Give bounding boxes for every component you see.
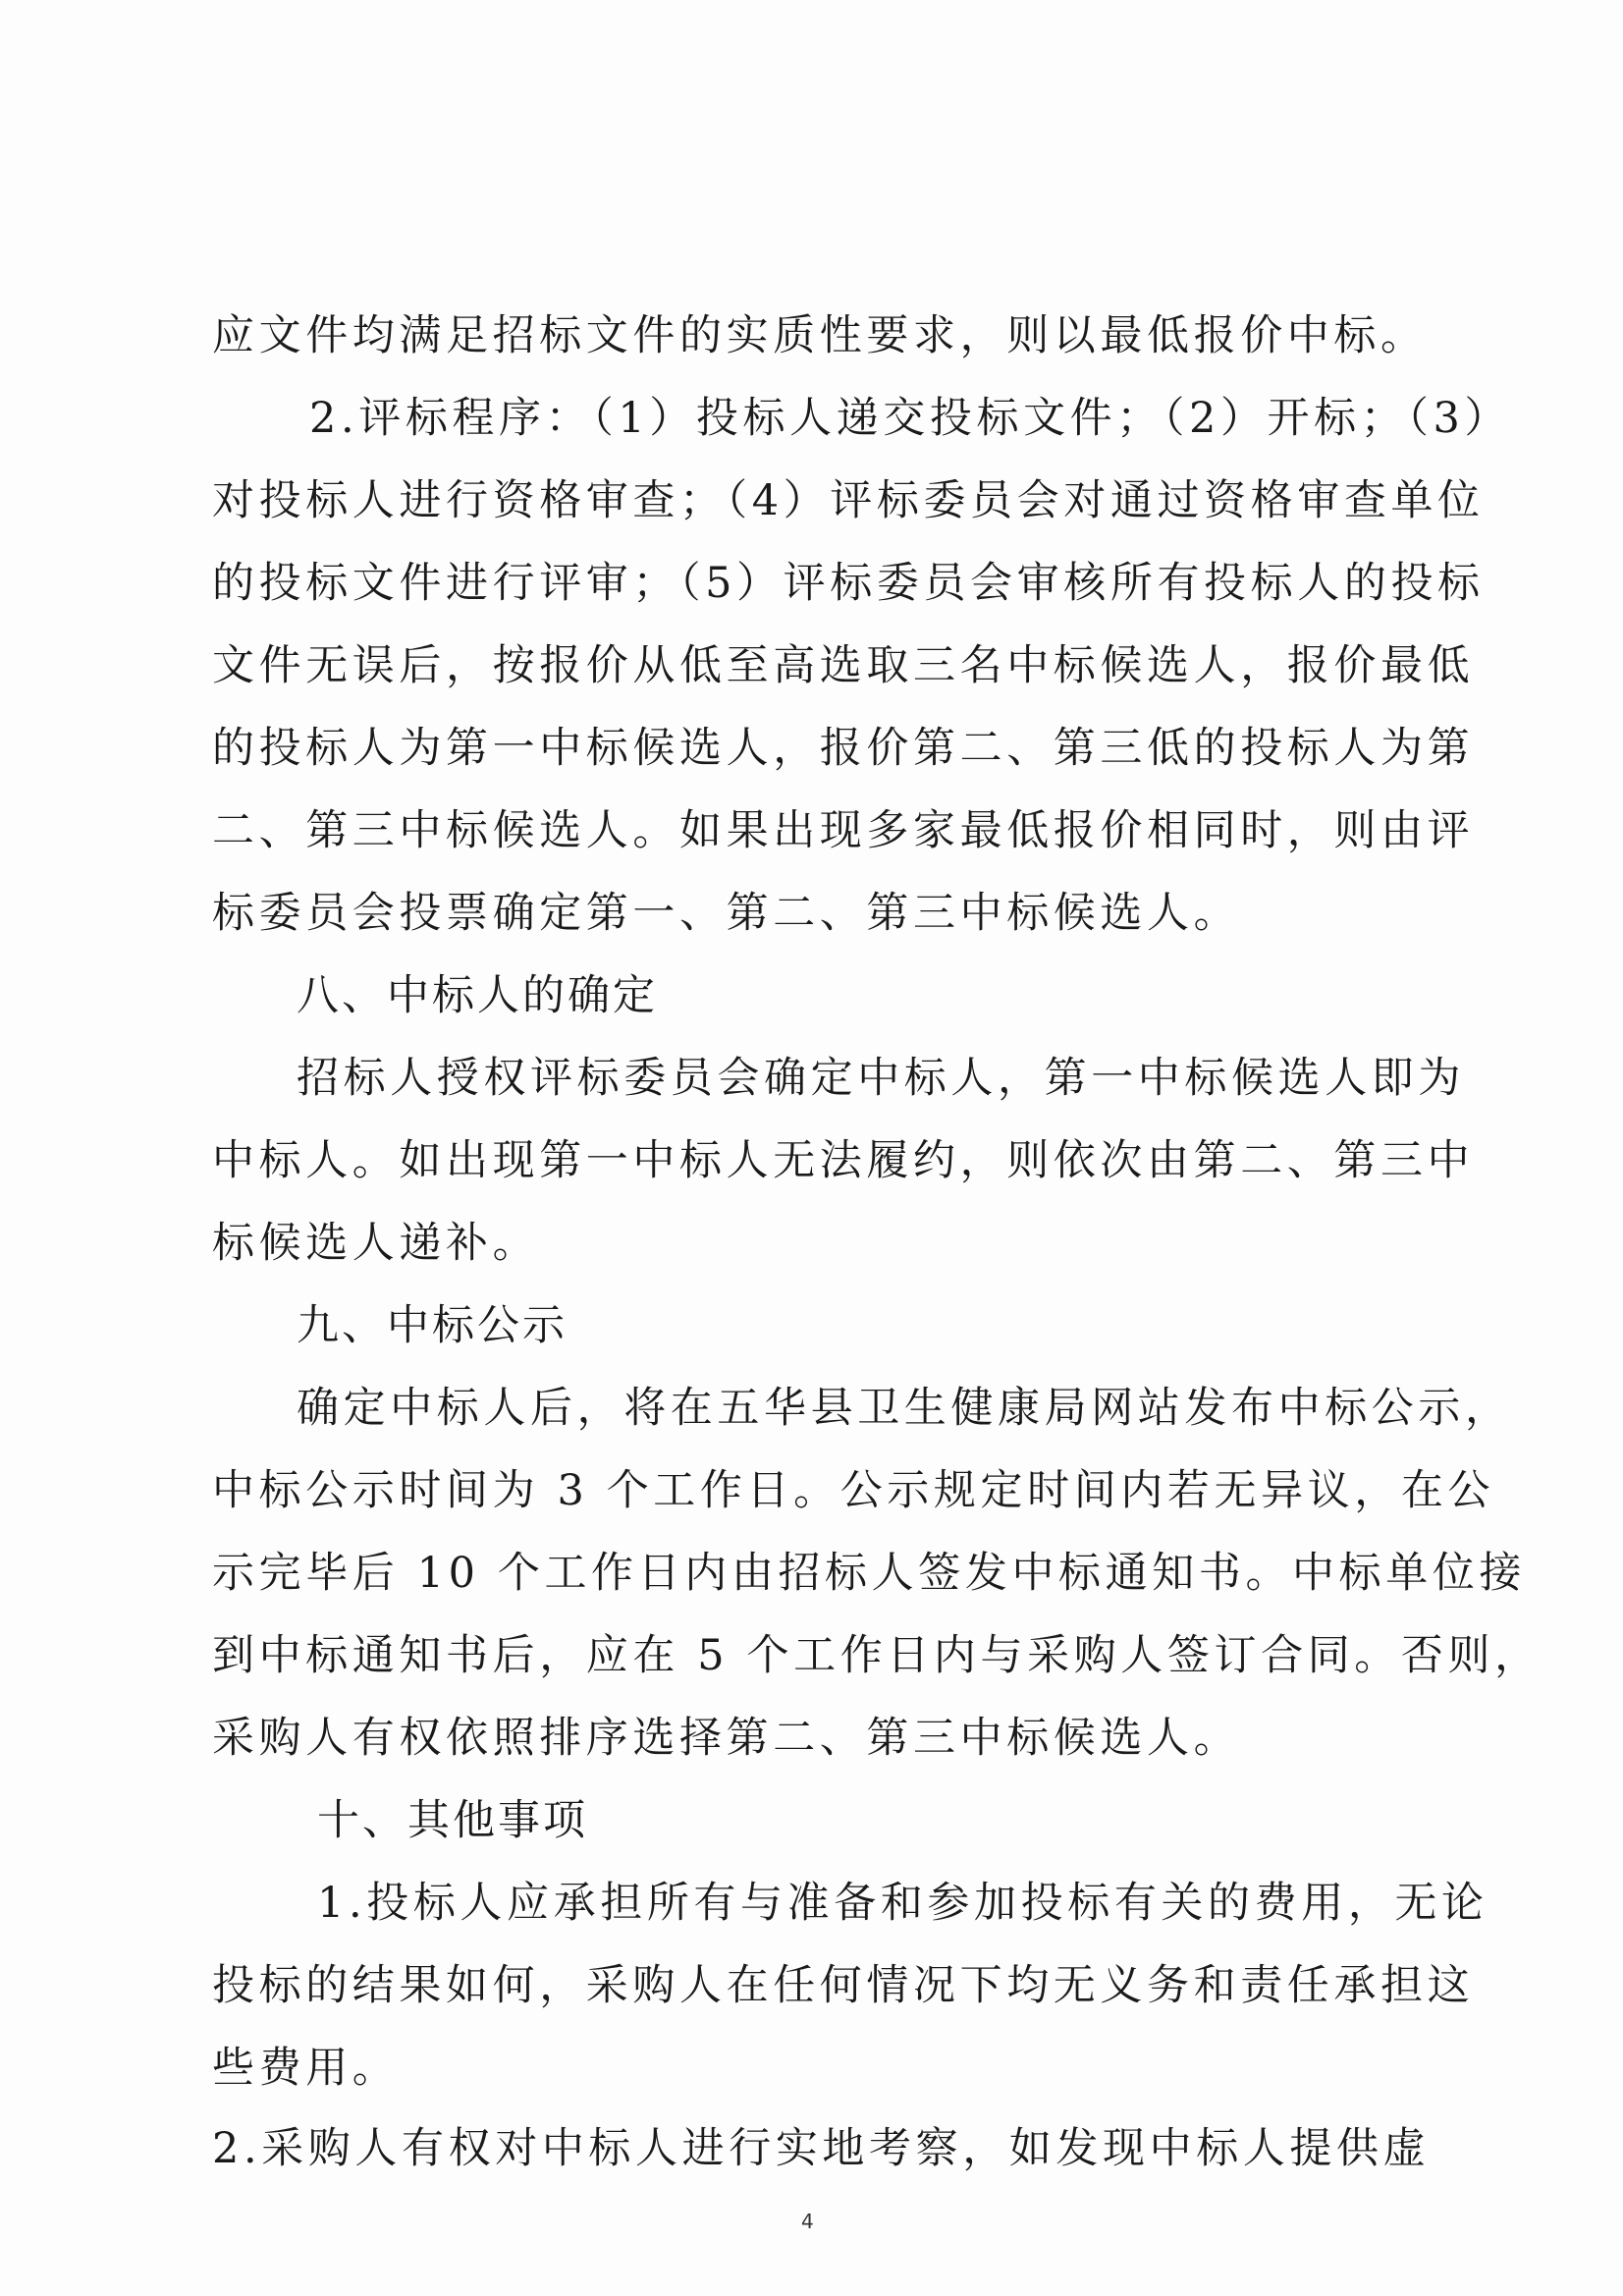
- paragraph-line: 2.采购人有权对中标人进行实地考察，如发现中标人提供虚: [212, 2124, 1431, 2173]
- paragraph-line: 投标的结果如何，采购人在任何情况下均无义务和责任承担这: [212, 1961, 1475, 2010]
- page-number: 4: [801, 2210, 814, 2233]
- paragraph-line: 招标人授权评标委员会确定中标人，第一中标候选人即为: [297, 1054, 1465, 1103]
- paragraph-line: 确定中标人后，将在五华县卫生健康局网站发布中标公示，: [297, 1384, 1512, 1433]
- paragraph-line: 标候选人递补。: [212, 1219, 540, 1268]
- paragraph-line: 应文件均满足招标文件的实质性要求，则以最低报价中标。: [212, 311, 1428, 360]
- paragraph-line: 中标人。如出现第一中标人无法履约，则依次由第二、第三中: [212, 1136, 1475, 1185]
- paragraph-line: 的投标人为第一中标候选人，报价第二、第三低的投标人为第: [212, 724, 1475, 773]
- paragraph-line: 采购人有权依照排序选择第二、第三中标候选人。: [212, 1714, 1241, 1763]
- paragraph-line: 二、第三中标候选人。如果出现多家最低报价相同时，则由评: [212, 806, 1475, 855]
- section-heading: 九、中标公示: [297, 1301, 568, 1350]
- paragraph-line: 到中标通知书后，应在 5 个工作日内与采购人签订合同。否则，: [212, 1631, 1542, 1680]
- paragraph-line: 对投标人进行资格审查；（4）评标委员会对通过资格审查单位: [212, 476, 1485, 525]
- paragraph-line: 标委员会投票确定第一、第二、第三中标候选人。: [212, 889, 1241, 938]
- section-heading: 八、中标人的确定: [297, 971, 658, 1020]
- paragraph-line: 中标公示时间为 3 个工作日。公示规定时间内若无异议，在公: [212, 1466, 1495, 1515]
- paragraph-line: 的投标文件进行评审；（5）评标委员会审核所有投标人的投标: [212, 559, 1485, 608]
- paragraph-line: 示完毕后 10 个工作日内由招标人签发中标通知书。中标单位接: [212, 1549, 1527, 1598]
- paragraph-line: 些费用。: [212, 2044, 400, 2093]
- section-heading: 十、其他事项: [317, 1796, 588, 1845]
- paragraph-line: 文件无误后，按报价从低至高选取三名中标候选人，报价最低: [212, 641, 1475, 690]
- paragraph-line: 2.评标程序：（1）投标人递交投标文件；（2）开标；（3）: [309, 394, 1511, 443]
- paragraph-line: 1.投标人应承担所有与准备和参加投标有关的费用，无论: [317, 1879, 1488, 1928]
